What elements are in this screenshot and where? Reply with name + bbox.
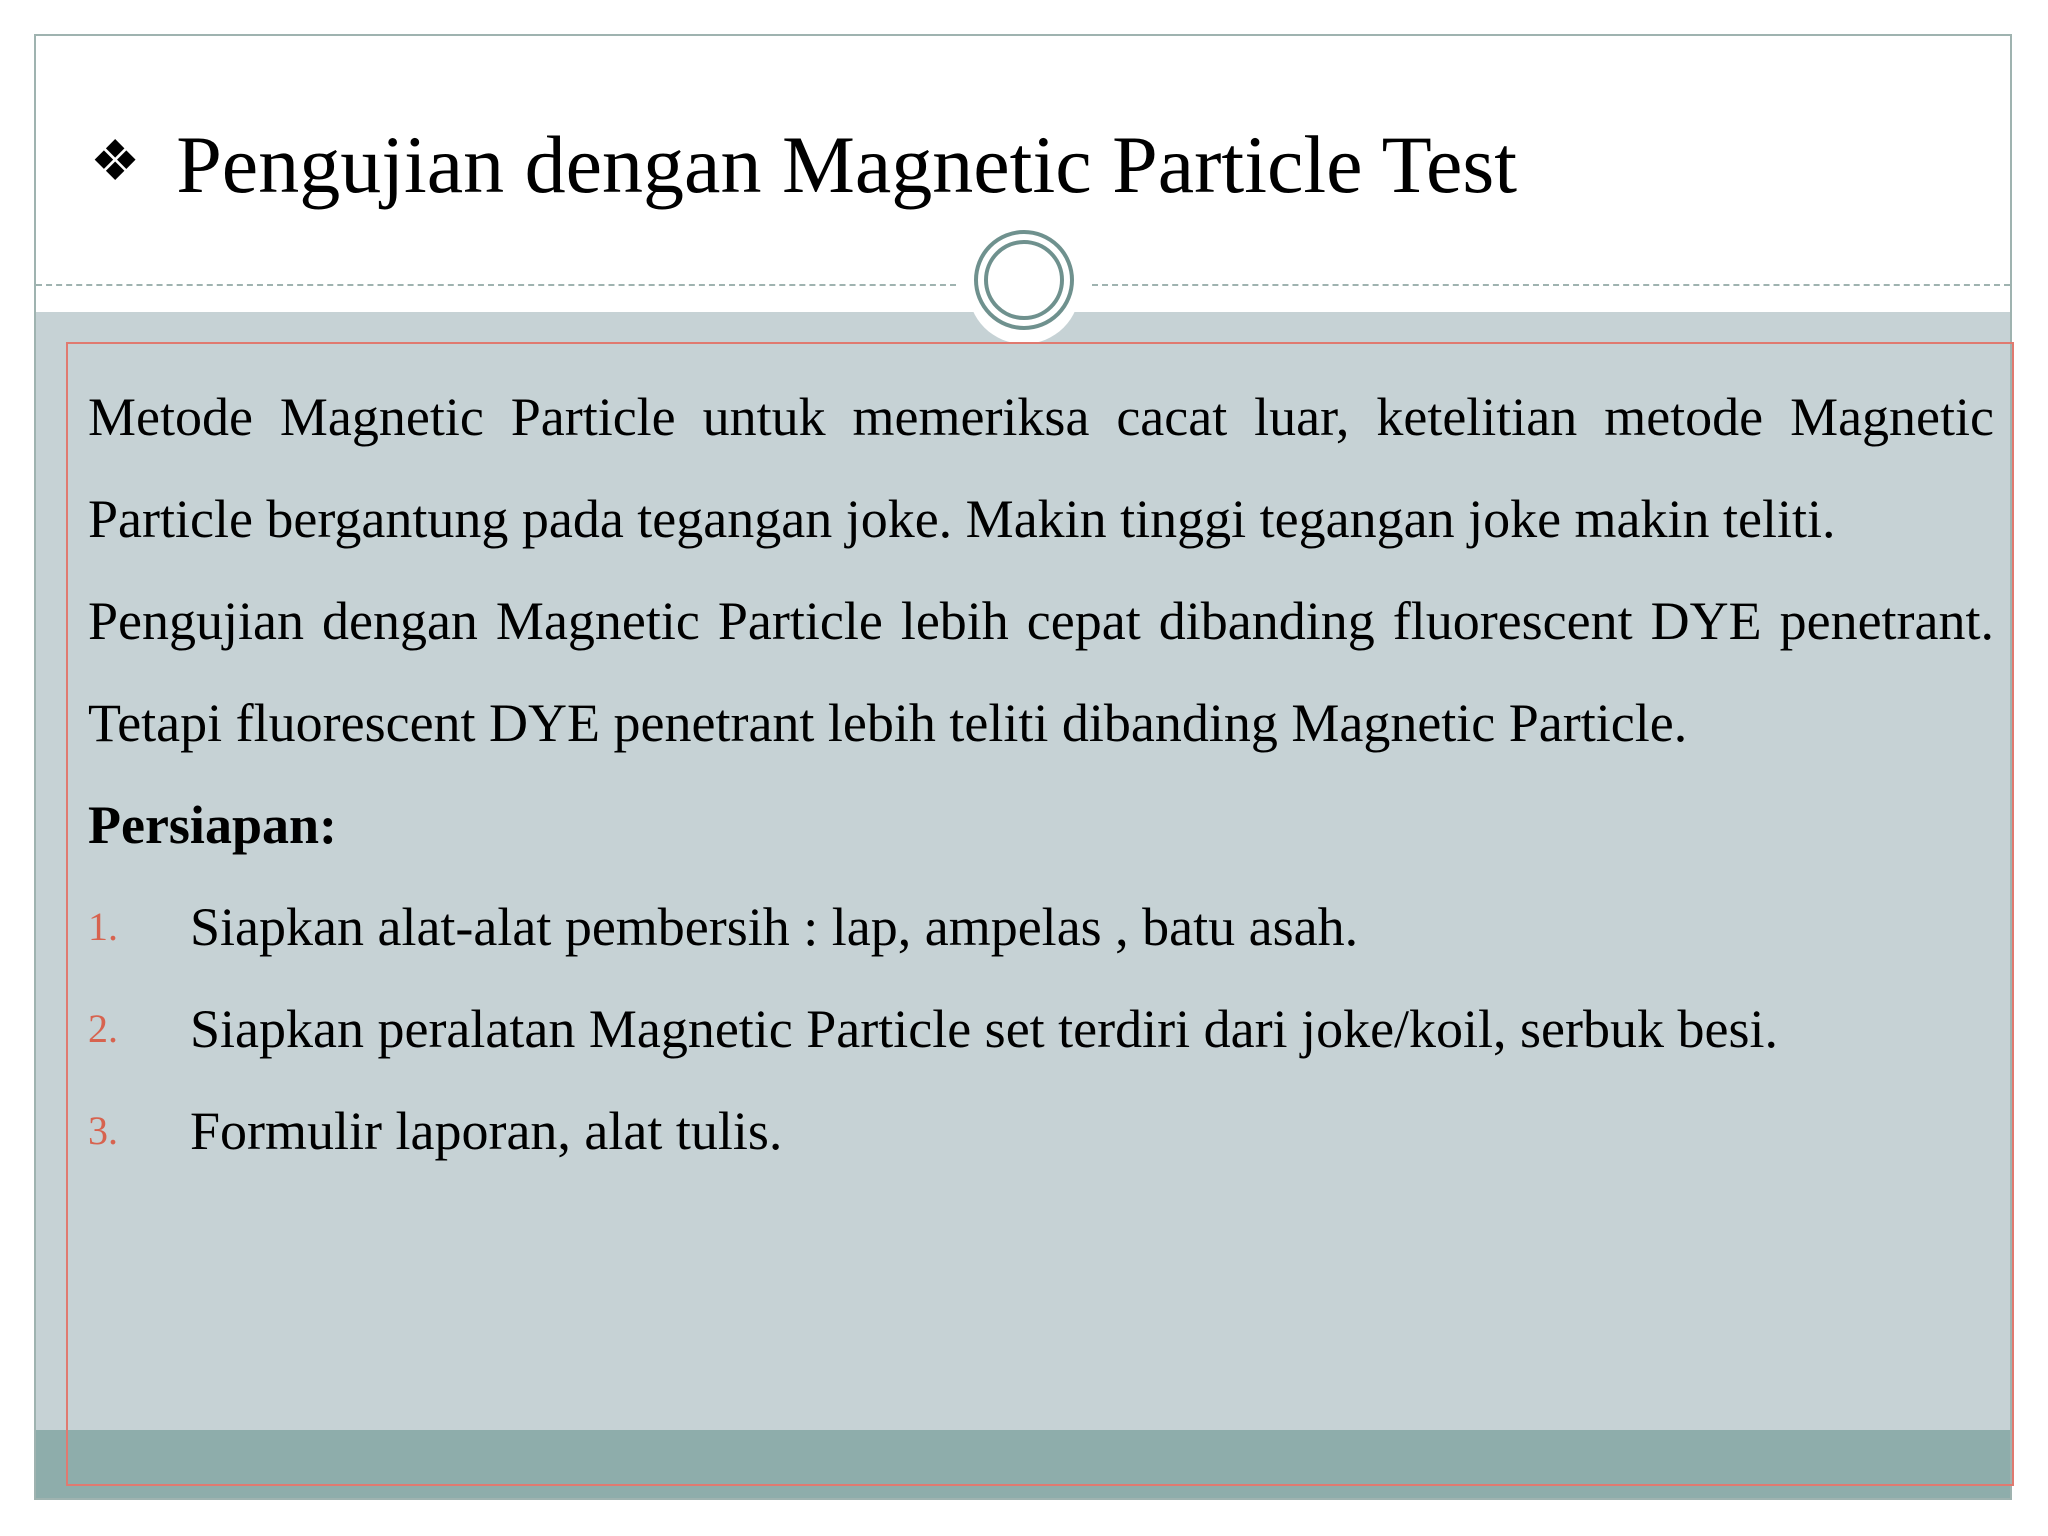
list-number: 1. xyxy=(88,904,118,949)
list-item-text: Siapkan alat-alat pembersih : lap, ampelas , batu asah. xyxy=(190,897,1359,957)
list-number: 2. xyxy=(88,1006,118,1051)
preparation-list xyxy=(88,876,1994,1182)
divider-line-left xyxy=(36,284,956,286)
list-item-text: Formulir laporan, alat tulis. xyxy=(190,1101,783,1161)
list-number: 3. xyxy=(88,1108,118,1153)
diamond-bullet-icon: ❖ xyxy=(90,130,141,193)
slide-title-text: Pengujian dengan Magnetic Particle Test xyxy=(176,119,1518,210)
divider-line-right xyxy=(1092,284,2010,286)
subheading-persiapan: Persiapan: xyxy=(88,795,337,855)
paragraph-1: Metode Magnetic Particle untuk memeriksa cacat luar, ketelitian metode Magnetic Particle bergantung pada tegangan joke. Makin tinggi tegangan joke makin teliti. xyxy=(88,387,1994,549)
list-item xyxy=(88,978,1994,1080)
slide-content xyxy=(88,366,1994,1182)
list-item-text: Siapkan peralatan Magnetic Particle set terdiri dari joke/koil, serbuk besi. xyxy=(190,999,1778,1059)
list-item xyxy=(88,876,1994,978)
paragraph-2: Pengujian dengan Magnetic Particle lebih cepat dibanding fluorescent DYE penetrant. Tetapi fluorescent DYE penetrant lebih teliti dibanding Magnetic Particle. xyxy=(88,591,1994,753)
slide-title xyxy=(90,118,1517,212)
list-item xyxy=(88,1080,1994,1182)
ring-ornament-inner xyxy=(984,240,1064,320)
